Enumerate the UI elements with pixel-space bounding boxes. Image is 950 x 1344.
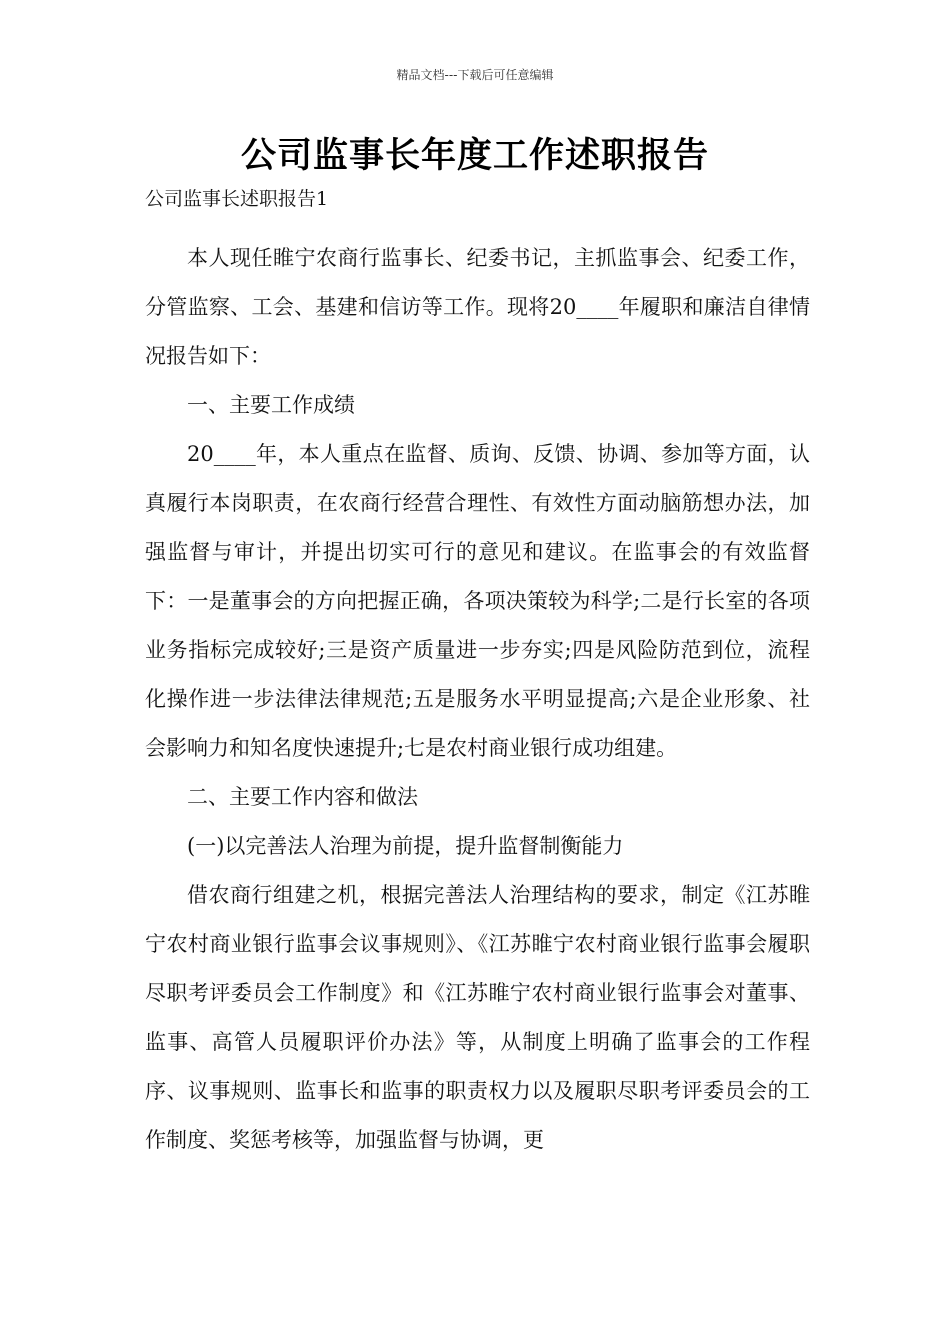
section-heading-achievements: 一、主要工作成绩: [187, 393, 355, 417]
intro-paragraph: 本人现任睢宁农商行监事长、纪委书记，主抓监事会、纪委工作，分管监察、工会、基建和信访等工作。现将20____年履职和廉洁自律情况报告如下：: [145, 246, 810, 368]
section-heading-work-content: 二、主要工作内容和做法: [187, 785, 418, 809]
achievements-paragraph: 20____年，本人重点在监督、质询、反馈、协调、参加等方面，认真履行本岗职责，在农商行经营合理性、有效性方面动脑筋想办法，加强监督与审计，并提出切实可行的意见和建议。在监事会的有效监督下：一是董事会的方向把握正确，各项决策较为科学;二是行长室的各项业务指标完成较好;三是资产质量进一步夯实;四是风险防范到位，流程化操作进一步法律法律规范;五是服务水平明显提高;六是企业形象、社会影响力和知名度快速提升;七是农村商业银行成功组建。: [145, 442, 810, 760]
document-header-note: 精品文档---下载后可任意编辑: [396, 68, 554, 82]
governance-paragraph: 借农商行组建之机，根据完善法人治理结构的要求，制定《江苏睢宁农村商业银行监事会议事规则》、《江苏睢宁农村商业银行监事会履职尽职考评委员会工作制度》和《江苏睢宁农村商业银行监事会对董事、监事、高管人员履职评价办法》等，从制度上明确了监事会的工作程序、议事规则、监事长和监事的职责权力以及履职尽职考评委员会的工作制度、奖惩考核等，加强监督与协调，更: [145, 883, 810, 1152]
report-subtitle: 公司监事长述职报告1: [145, 188, 329, 210]
document-title: 公司监事长年度工作述职报告: [240, 136, 709, 176]
document-body: [145, 186, 810, 1165]
subsection-heading-governance: (一)以完善法人治理为前提，提升监督制衡能力: [187, 834, 624, 858]
